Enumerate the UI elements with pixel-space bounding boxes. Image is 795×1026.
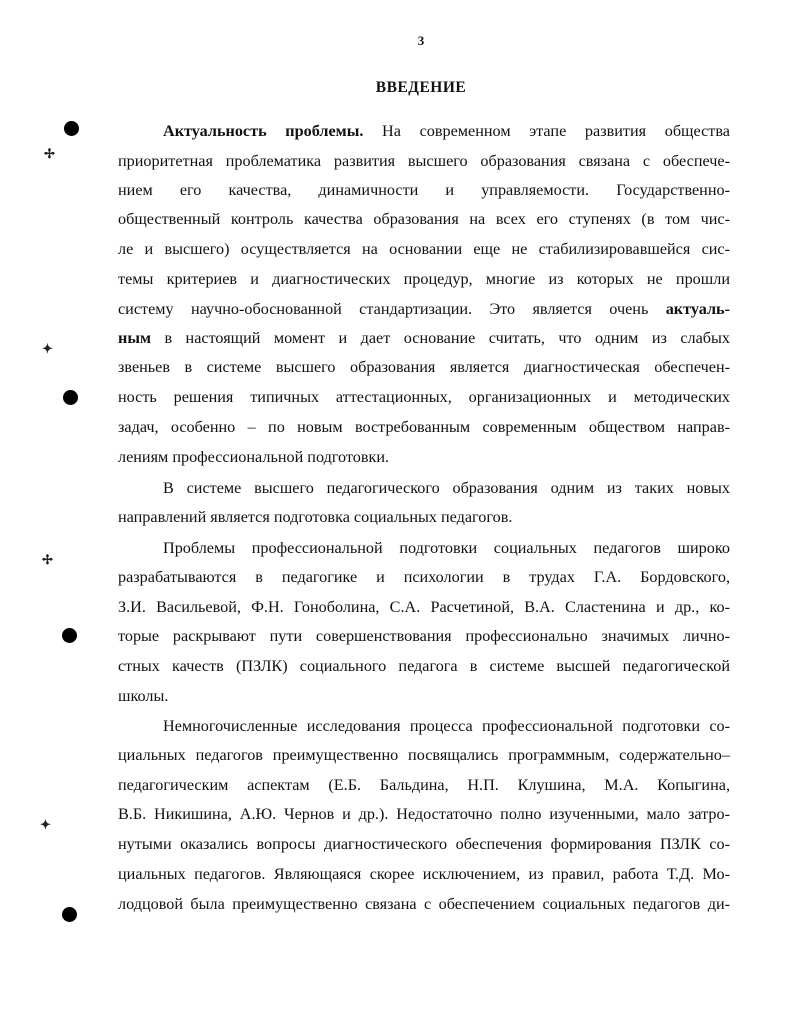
text-line: В.Б. Никишина, А.Ю. Чернов и др.). Недостаточно полно изученными, мало затро- [118,805,730,823]
text-line: лениям профессиональной подготовки. [118,448,390,466]
text-line: задач, особенно – по новым востребованным современным обществом направ- [118,418,730,436]
text-span: На современном этапе развития общества [363,122,730,140]
text-line [118,328,730,348]
text-line: циальных педагогов преимущественно посвящались программным, содержательно– [118,746,730,764]
punch-hole-4 [62,907,77,922]
term-bold: ным [118,329,151,347]
page-heading: ВВЕДЕНИЕ [375,79,467,96]
text-line: ность решения типичных аттестационных, организационных и методических [118,388,730,406]
text-line: стных качеств (ПЗЛК) социального педагога в системе высшей педагогической [118,657,730,675]
text-line: темы критериев и диагностических процедур, многие из которых не прошли [118,270,730,288]
scan-speck-2: ✦ [42,341,53,356]
text-line: лодцовой была преимущественно связана с обеспечением социальных педагогов ди- [118,895,730,913]
text-line [163,121,730,141]
text-span: в настоящий момент и дает основание считать, что одним из слабых [151,329,730,347]
text-line: направлений является подготовка социальных педагогов. [118,508,513,526]
text-line: нием его качества, динамичности и управляемости. Государственно- [118,181,730,199]
text-line: школы. [118,687,169,705]
text-line: педагогическим аспектам (Е.Б. Бальдина, Н.П. Клушина, М.А. Копыгина, [118,776,730,794]
text-line: торые раскрывают пути совершенствования профессионально значимых лично- [118,627,730,645]
text-line: З.И. Васильевой, Ф.Н. Гоноболина, С.А. Расчетиной, В.А. Сластенина и др., ко- [118,598,730,616]
text-line: приоритетная проблематика развития высшего образования связана с обеспече- [118,152,730,170]
text-line [118,299,730,319]
punch-hole-1 [64,121,79,136]
punch-hole-3 [62,628,77,643]
punch-hole-2 [63,390,78,405]
scan-speck-3: ✢ [42,552,53,567]
text-line: В системе высшего педагогического образования одним из таких новых [163,479,730,497]
text-span: систему научно-обоснованной стандартизации. Это является очень [118,300,666,318]
term-bold: актуаль- [665,300,730,318]
scan-speck-1: ✢ [44,146,55,161]
text-line: нутыми оказались вопросы диагностического обеспечения формирования ПЗЛК со- [118,835,730,853]
text-line: циальных педагогов. Являющаяся скорее исключением, из правил, работа Т.Д. Мо- [118,865,730,883]
text-line: Немногочисленные исследования процесса профессиональной подготовки со- [163,717,730,735]
text-line: звеньев в системе высшего образования является диагностическая обеспечен- [118,358,730,376]
text-line: Проблемы профессиональной подготовки социальных педагогов широко [163,539,730,557]
text-line: ле и высшего) осуществляется на основании еще не стабилизировавшейся сис- [118,240,730,258]
term-bold: Актуальность проблемы. [163,122,364,140]
page-number: 3 [417,33,425,48]
scan-speck-4: ✦ [40,817,51,832]
text-line: разрабатываются в педагогике и психологии в трудах Г.А. Бордовского, [118,568,730,586]
text-line: общественный контроль качества образования на всех его ступенях (в том чис- [118,210,730,228]
